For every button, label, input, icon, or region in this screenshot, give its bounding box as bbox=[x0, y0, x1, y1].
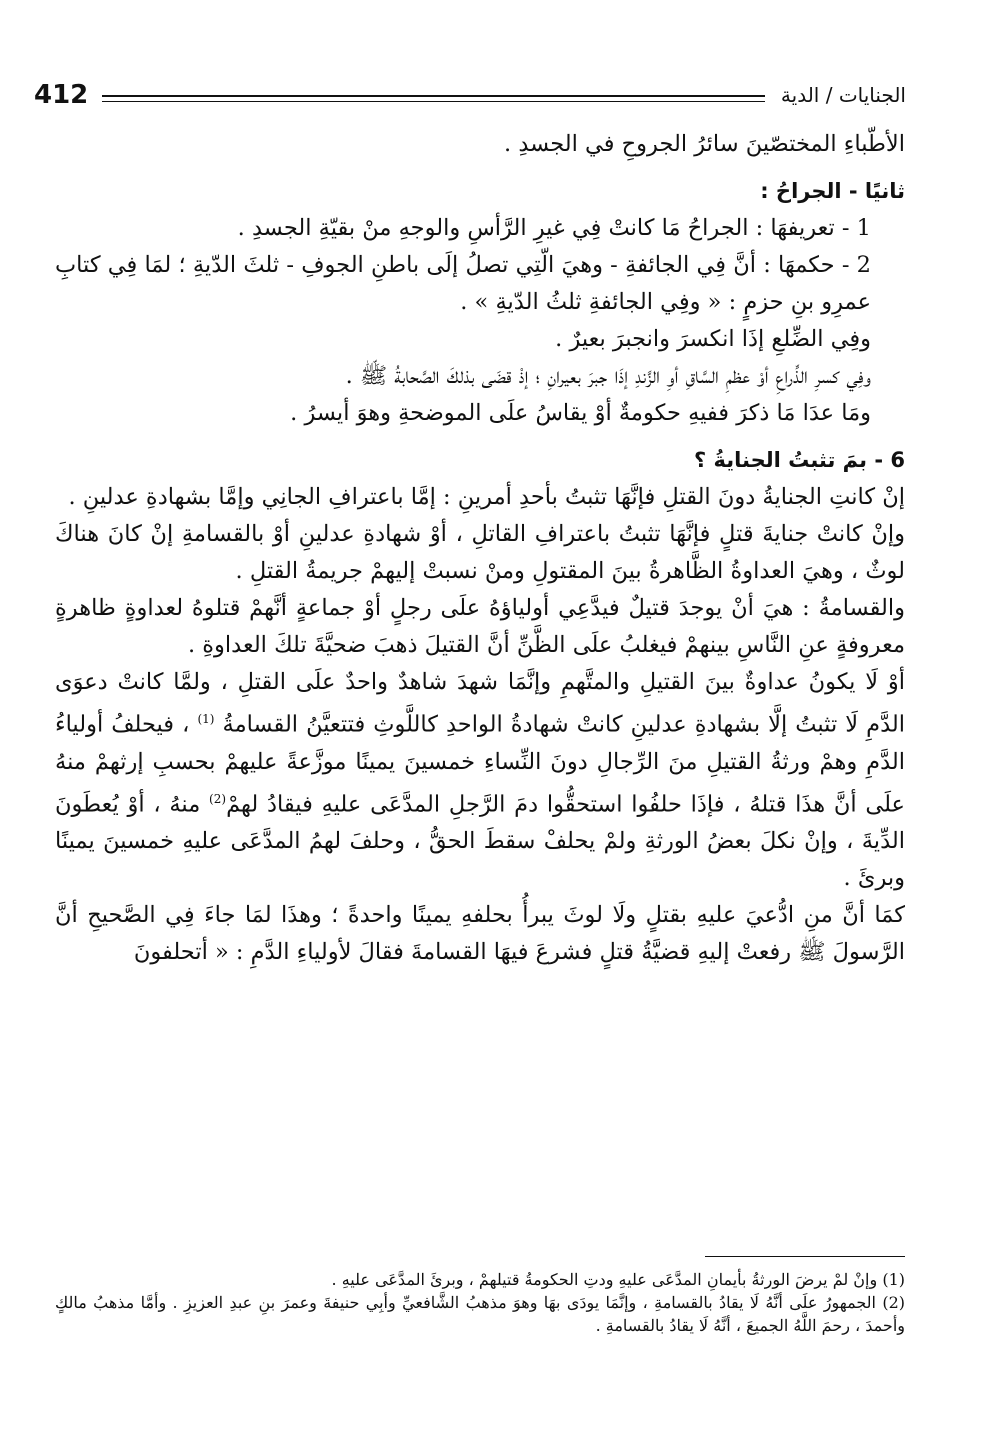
paragraph bbox=[55, 664, 905, 897]
running-title: الجنايات / الدية bbox=[780, 83, 906, 107]
paragraph: وفِي الضِّلعِ إذَا انكسرَ وانجبرَ بعيرٌ . bbox=[555, 326, 871, 352]
footnote-ref[interactable]: (2) bbox=[209, 791, 227, 806]
paragraph: الأطّباءِ المختصّينَ سائرُ الجروحِ في الجسدِ . bbox=[504, 131, 905, 157]
paragraph-part: منهُ ، أوْ يُعطَونَ الدِّيةَ ، وإنْ نكلَ بعضُ الورثةِ ولمْ يحلفْ سقطَ الحقُّ ، وحلفَ لهمُ المدَّعَى عليهِ خمسينَ يمينًا وبرئَ . bbox=[55, 791, 905, 891]
paragraph: والقسامةُ : هيَ أنْ يوجدَ قتيلٌ فيدَّعِي أولياؤهُ علَى رجلٍ أوْ جماعةٍ أنَّهمْ قتلوهُ لعداوةٍ ظاهرةٍ معروفةٍ عنِ النَّاسِ بينهمْ فيغلبُ علَى الظَّنِّ أنَّ القتيلَ ذهبَ ضحيَّةَ تلكَ العداوةِ . bbox=[55, 595, 905, 658]
main-text bbox=[55, 126, 905, 971]
footnote: (1) وإنْ لمْ يرضَ الورثةُ بأيمانِ المدَّعَى عليهِ ودتِ الحكومةُ قتيلهمْ ، وبرئَ المدَّعَى عليهِ . bbox=[331, 1270, 905, 1289]
footnote-ref[interactable]: (1) bbox=[197, 712, 215, 726]
numbered-item: 1 - تعريفهَا : الجراحُ مَا كانتْ فِي غيرِ الرَّأسِ والوجهِ منْ بقيّةِ الجسدِ . bbox=[237, 215, 871, 241]
paragraph-part: ، فيحلفُ أولياءُ الدَّمِ وهمْ ورثةُ القتيلِ منَ الرِّجالِ دونَ النِّساءِ خمسينَ يمينًا موزَّعةً عليهمْ بحسبِ إرثهمْ منهُ علَى أنَّ هذَا قتلهُ ، فإذَا حلفُوا استحقُّوا دمَ الرَّجلِ المدَّعَى عليهِ فيقادُ لهمْ bbox=[55, 711, 905, 817]
paragraph: كمَا أنَّ منِ ادُّعيَ عليهِ بقتلٍ ولَا لوثَ يبرأُ بحلفهِ يمينًا واحدةً ؛ وهذَا لمَا جاءَ فِي الصَّحيحِ أنَّ الرَّسولَ ﷺ رفعتْ إليهِ قضيَّةُ قتلٍ فشرعَ فيهَا القسامةَ فقالَ لأولياءِ الدَّمِ : « أتحلفونَ bbox=[55, 902, 905, 965]
paragraph: ومَا عدَا مَا ذكرَ ففيهِ حكومةٌ أوْ يقاسُ علَى الموضحةِ وهوَ أيسرُ . bbox=[290, 400, 871, 426]
page-header bbox=[34, 76, 906, 110]
footnote-separator bbox=[705, 1256, 905, 1257]
section-heading: ثانيًا - الجراحُ : bbox=[760, 179, 905, 203]
paragraph: إنْ كانتِ الجنايةُ دونَ القتلِ فإنَّهَا تثبتُ بأحدِ أمرينِ : إمَّا باعترافِ الجانِي وإمَّا بشهادةِ عدلينِ . bbox=[68, 484, 905, 510]
paragraph-part: أوْ لَا يكونُ عداوةٌ بينَ القتيلِ والمتَّهمِ وإنَّمَا شهدَ شاهدٌ واحدٌ علَى القتلِ ، ولمَّا كانتْ دعوَى الدَّمِ لَا تثبتُ إلَّا بشهادةِ عدلينِ كانتْ شهادةُ الواحدِ كاللَّوثِ فتتعيَّنُ القسامةُ bbox=[55, 669, 905, 738]
page-number: 412 bbox=[34, 80, 89, 110]
footnote: (2) الجمهورُ علَى أنَّهُ لَا يقادُ بالقسامةِ ، وإنَّمَا يودَى بهَا وهوَ مذهبُ الشَّافعيِّ وأبِي حنيفةَ وعمرَ بنِ عبدِ العزيزِ . وأمَّا مذهبُ مالكٍ وأحمدَ ، رحمَ اللَّهُ الجميعَ ، أنَّهُ لَا يقادُ بالقسامةِ . bbox=[55, 1293, 905, 1335]
paragraph: وفِي كسرِ الذِّراعِ أوْ عظمِ السَّاقِ أوِ الزَّندِ إذَا جبرَ بعيرانِ ؛ إذْ قضَى بذلكَ الصَّحابةُ ﷺ . bbox=[345, 363, 871, 389]
footnotes bbox=[55, 1268, 905, 1337]
header-rule bbox=[102, 95, 765, 102]
section-heading: 6 - بمَ تثبتُ الجنايةُ ؟ bbox=[694, 448, 905, 472]
paragraph: وإنْ كانتْ جنايةَ قتلٍ فإنَّهَا تثبتُ باعترافِ القاتلِ ، أوْ شهادةِ عدلينِ أوْ بالقسامةِ إنْ كانَ هناكَ لوثٌ ، وهيَ العداوةُ الظَّاهرةُ بينَ المقتولِ ومنْ نسبتْ إليهمْ جريمةُ القتلِ . bbox=[55, 521, 905, 584]
numbered-item: 2 - حكمهَا : أنَّ فِي الجائفةِ - وهيَ الّتِي تصلُ إلَى باطنِ الجوفِ - ثلثَ الدّيةِ ؛ لمَا فِي كتابِ عمرِو بنِ حزمٍ : « وفِي الجائفةِ ثلثُ الدّيةِ » . bbox=[55, 252, 871, 315]
